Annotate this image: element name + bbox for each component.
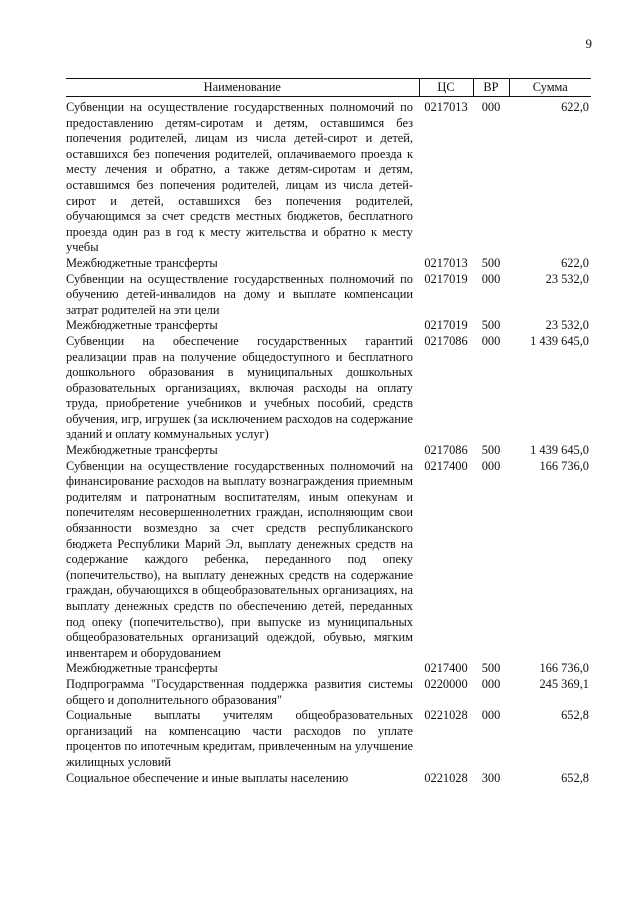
row-sum: 166 736,0 (539, 458, 589, 473)
row-name: Межбюджетные трансферты (66, 318, 218, 333)
budget-table (66, 78, 591, 786)
table-row (66, 443, 591, 459)
row-sum: 652,8 (561, 770, 589, 785)
row-vr: 000 (481, 676, 501, 691)
table-row (66, 459, 591, 662)
row-sum: 245 369,1 (539, 676, 589, 691)
row-sum: 1 439 645,0 (530, 443, 589, 458)
row-cs: 0217013 (424, 100, 468, 114)
table-row (66, 661, 591, 677)
table-row (66, 256, 591, 272)
row-sum: 23 532,0 (545, 318, 589, 333)
row-sum: 23 532,0 (545, 271, 589, 286)
row-name: Субвенции на осуществление государственных полномочий по предоставлению детям-сиротам и детям, оставшимся без попечения родителей, лицам из числа детей-сирот и детей, оставшихся без попечения родителей, оплачиваемого проезда к месту лечения и обратно, а также детям-сиротам и детям, оставшимся без попечения родителей, лицам из числа детей-сирот и детей, оставшихся без попечения родителей, обучающимся за счет средств местных бюджетов, бесплатного проезда один раз в год к месту жительства и обратно к месту учебы (66, 100, 413, 255)
row-vr: 500 (481, 255, 501, 270)
row-vr: 000 (481, 100, 501, 114)
row-cs: 0217400 (424, 458, 468, 473)
table-row (66, 677, 591, 708)
row-vr: 500 (481, 318, 501, 333)
table-row (66, 97, 591, 256)
header-vr: ВР (473, 79, 509, 97)
row-name: Субвенции на осуществление государственных полномочий на финансирование расходов на выплату вознаграждения приемным родителям и патронатным воспитателям, иным опекунам и попечителям несовершеннолетних граждан, исполняющим свои обязанности возмездно за счет средств республиканского бюджета Республики Марий Эл, выплату денежных средств на содержание каждого ребенка, переданного под опеку (попечительство), на выплату денежных средств на содержание граждан, обучающихся в общеобразовательных организациях, на выплату денежных средств по обеспечению детей, переданных под опеку (попечительство), при выпуске из муниципальных общеобразовательных организаций одеждой, обувью, мягким инвентарем и оборудованием (66, 458, 413, 660)
table-row (66, 771, 591, 787)
table-row (66, 318, 591, 334)
table-header-row (66, 79, 591, 97)
row-name: Субвенции на осуществление государственных полномочий по обучению детей-инвалидов на дому и выплате компенсации затрат родителей на эти цели (66, 271, 413, 317)
row-cs: 0217019 (424, 271, 468, 286)
row-cs: 0217400 (424, 661, 468, 676)
header-sum: Сумма (509, 79, 591, 97)
row-name: Социальные выплаты учителям общеобразовательных организаций на компенсацию части расходов по уплате процентов по ипотечным кредитам, привлеченным на улучшение жилищных условий (66, 708, 413, 769)
row-cs: 0221028 (424, 770, 468, 785)
table-row (66, 334, 591, 443)
row-name: Межбюджетные трансферты (66, 255, 218, 270)
row-cs: 0217013 (424, 255, 468, 270)
row-sum: 166 736,0 (539, 661, 589, 676)
header-cs: ЦС (419, 79, 473, 97)
page-number: 9 (585, 36, 592, 51)
row-cs: 0217086 (424, 333, 468, 348)
row-sum: 652,8 (561, 708, 589, 723)
row-cs: 0217019 (424, 318, 468, 333)
row-sum: 622,0 (561, 255, 589, 270)
row-vr: 000 (481, 271, 501, 286)
row-name: Подпрограмма "Государственная поддержка развития системы общего и дополнительного образования" (66, 676, 413, 707)
row-cs: 0221028 (424, 708, 468, 723)
row-cs: 0217086 (424, 443, 468, 458)
row-vr: 500 (481, 443, 501, 458)
row-vr: 300 (481, 770, 501, 785)
row-vr: 000 (481, 333, 501, 348)
row-vr: 000 (481, 458, 501, 473)
row-name: Социальное обеспечение и иные выплаты населению (66, 770, 349, 785)
table-row (66, 708, 591, 770)
header-name: Наименование (66, 79, 419, 97)
row-vr: 500 (481, 661, 501, 676)
row-name: Межбюджетные трансферты (66, 443, 218, 458)
row-sum: 1 439 645,0 (530, 333, 589, 348)
row-cs: 0220000 (424, 676, 468, 691)
row-name: Межбюджетные трансферты (66, 661, 218, 676)
row-name: Субвенции на обеспечение государственных гарантий реализации прав на получение общедоступного и бесплатного дошкольного образования в муниципальных дошкольных образовательных организациях, включая расходы на оплату труда, приобретение учебников и учебных пособий, средств обучения, игр, игрушек (за исключением расходов на содержание зданий и оплату коммунальных услуг) (66, 333, 413, 442)
row-vr: 000 (481, 708, 501, 723)
row-sum: 622,0 (561, 100, 589, 114)
table-row (66, 272, 591, 319)
